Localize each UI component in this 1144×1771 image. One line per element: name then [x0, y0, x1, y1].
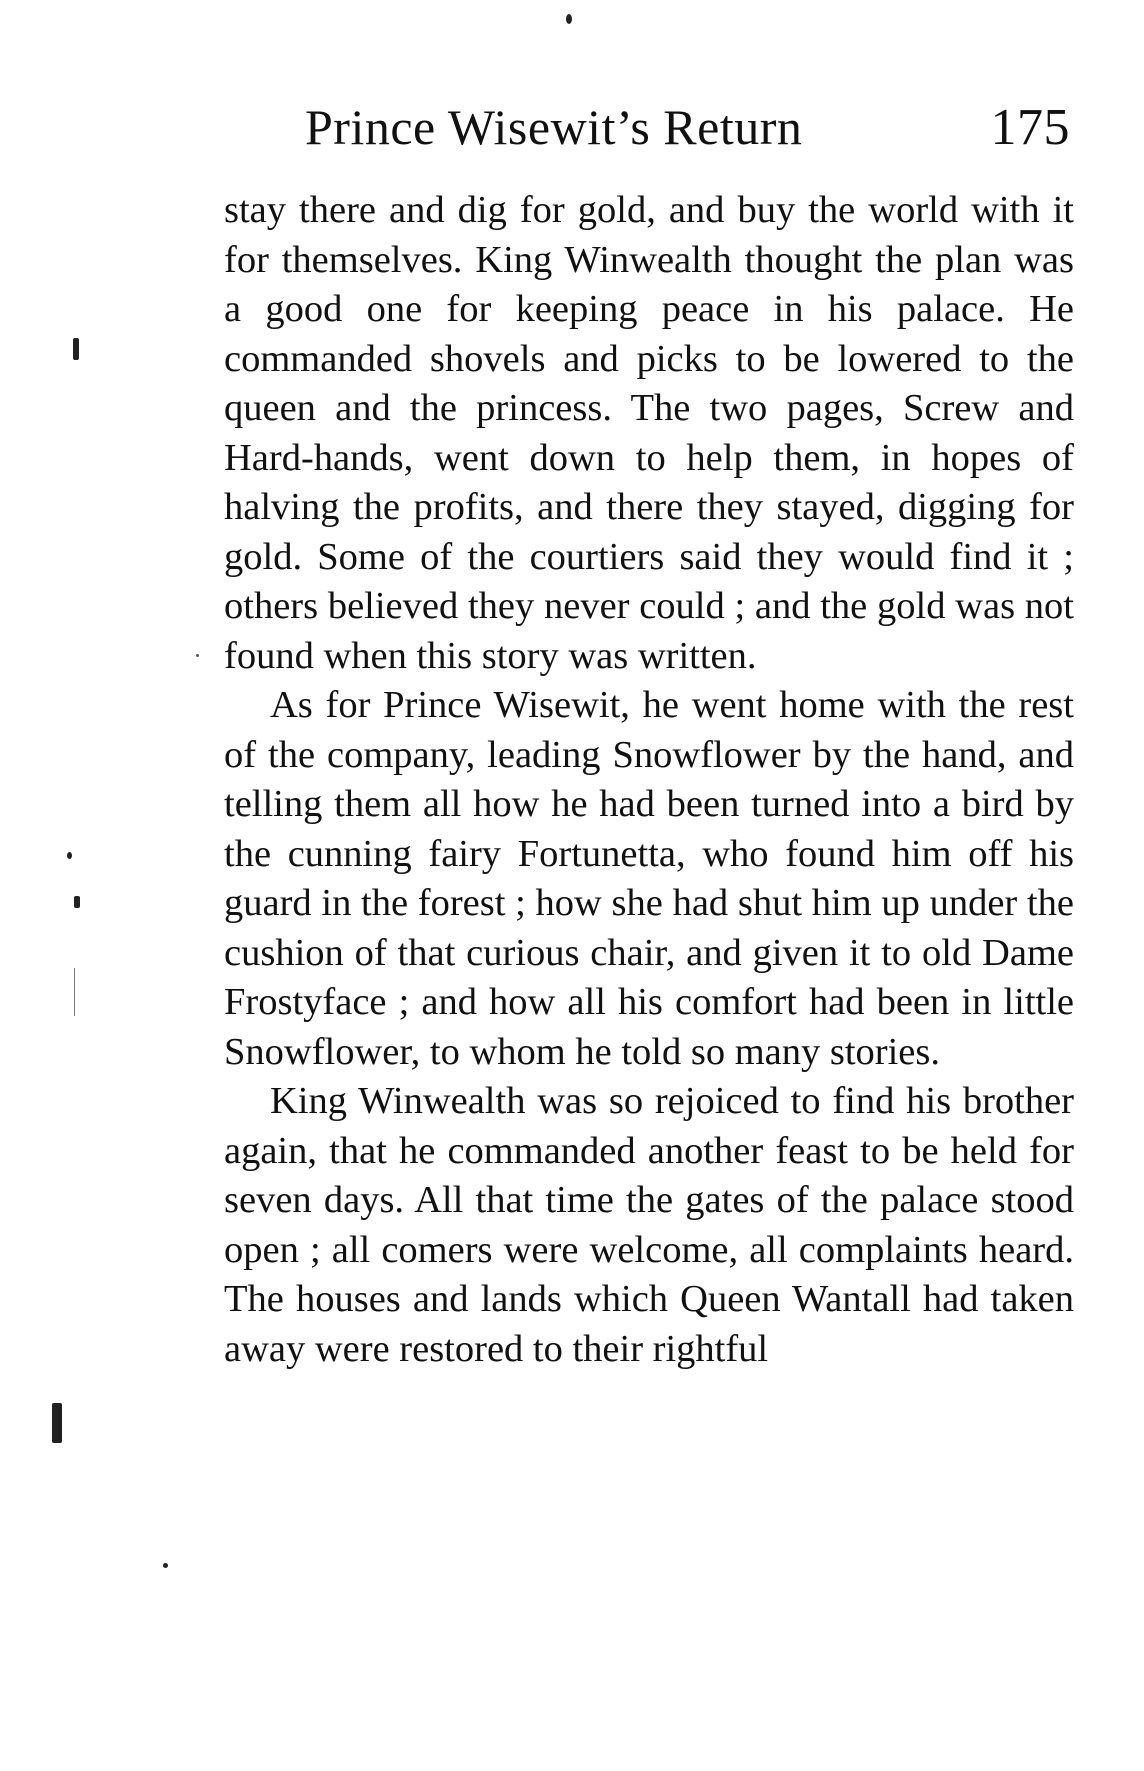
scan-speck: [163, 1563, 168, 1568]
scan-speck: [73, 338, 79, 360]
scan-speck: [74, 896, 80, 908]
scan-speck: [74, 968, 75, 1016]
paragraph: King Winwealth was so rejoiced to find his brother again, that he commanded another feast to be held for seven days. All that time the gates of the palace stood open ; all comers were welcome, all complaints heard. The houses and lands which Queen Wantall had taken away were restored to their rightful: [224, 1080, 1074, 1370]
running-title: Prince Wisewit’s Return: [305, 99, 803, 155]
paragraph: As for Prince Wisewit, he went home with the rest of the company, leading Snowflower by the hand, and telling them all how he had been turned into a bird by the cunning fairy Fortunetta, who found him off his guard in the forest ; how she had shut him up under the cushion of that curious chair, and given it to old Dame Frostyface ; and how all his comfort had been in little Snowflower, to whom he told so many stories.: [224, 684, 1074, 1073]
paragraph: stay there and dig for gold, and buy the world with it for themselves. King Winwealth thought the plan was a good one for keeping peace in his palace. He commanded shovels and picks to be lowered to the queen and the princess. The two pages, Screw and Hard-hands, went down to help them, in hopes of halving the profits, and there they stayed, digging for gold. Some of the courtiers said they would find it ; others believed they never could ; and the gold was not found when this story was written.: [224, 189, 1074, 677]
page-header: [305, 98, 1070, 170]
scan-speck: [196, 654, 199, 657]
scan-speck: [67, 852, 72, 859]
scan-speck: [52, 1403, 62, 1443]
page-number: 175: [990, 99, 1070, 156]
scan-speck: [566, 14, 572, 24]
body-text: [224, 186, 1074, 1374]
